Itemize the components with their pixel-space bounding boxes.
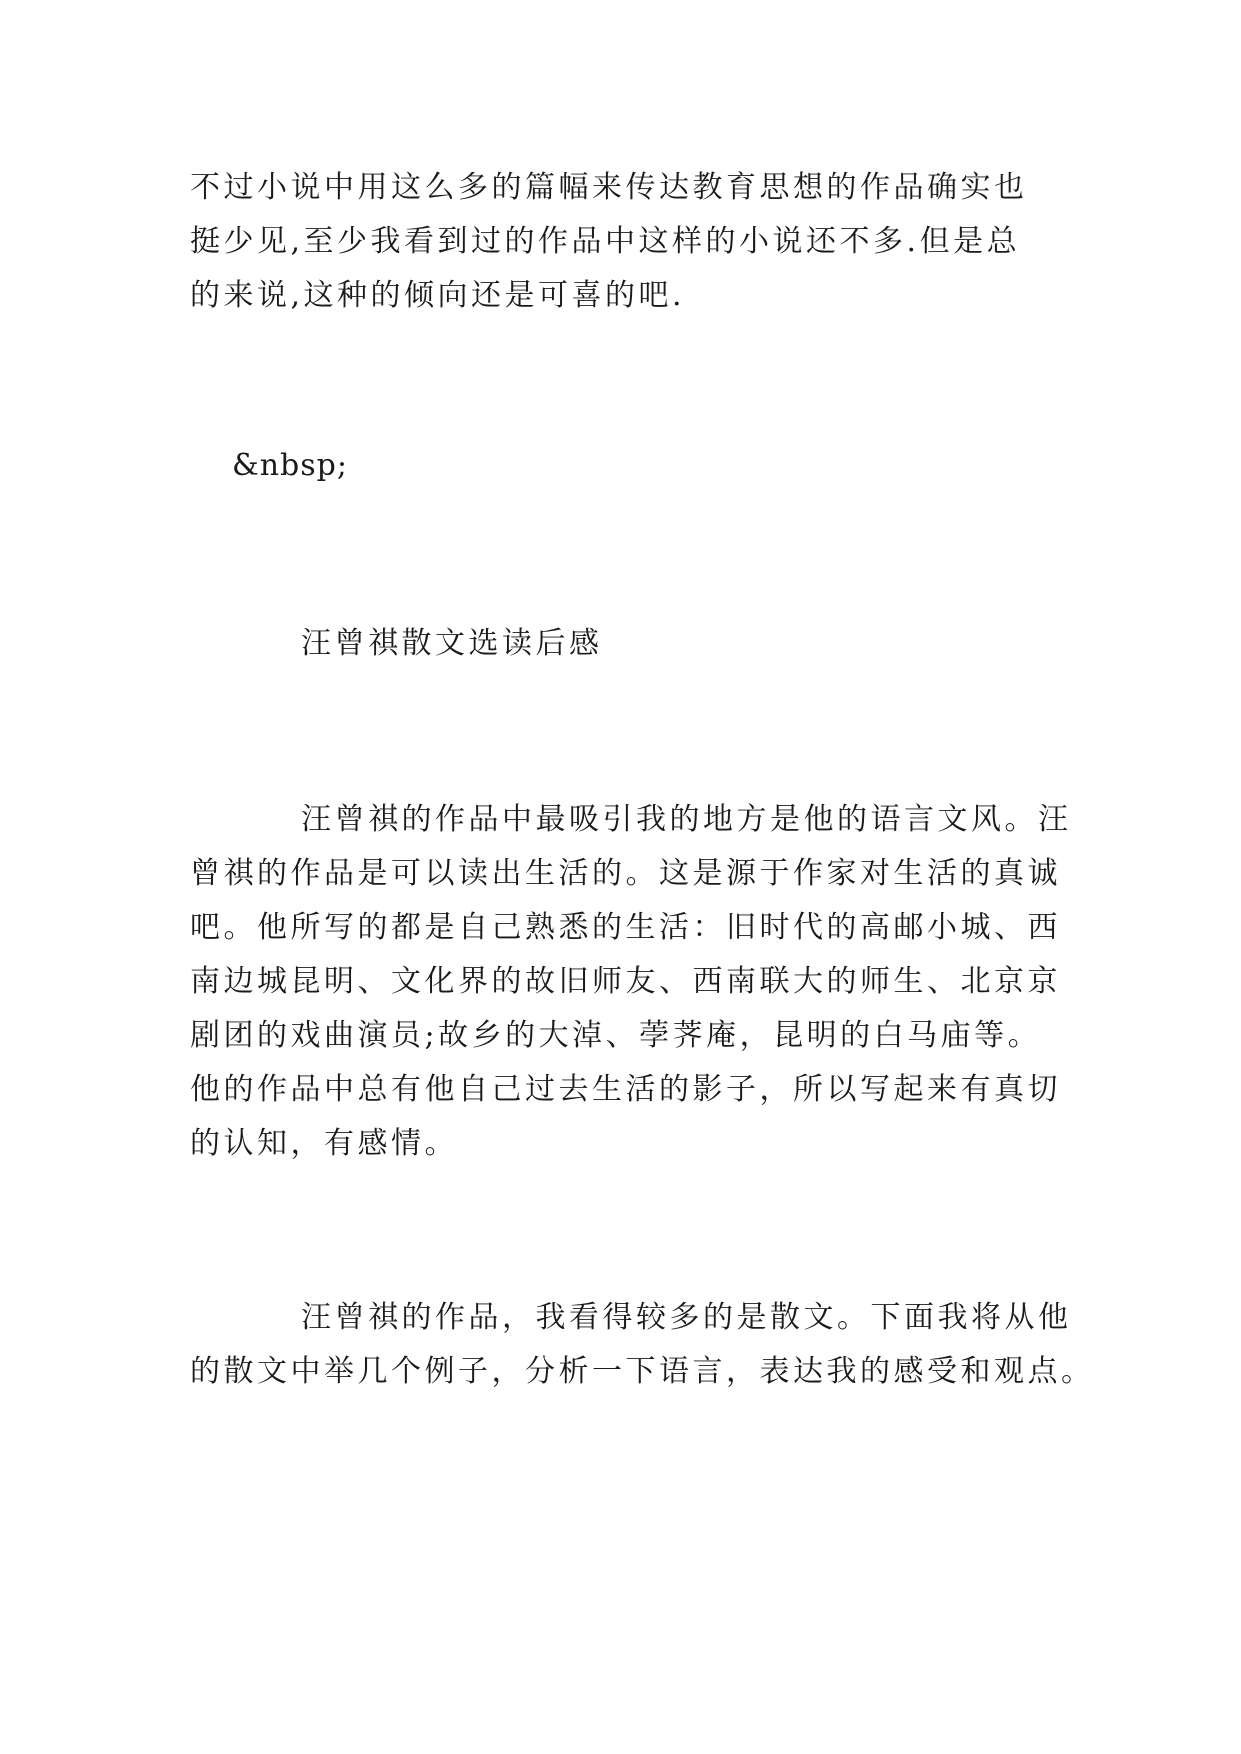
paragraph1-line-3: 吧。他所写的都是自己熟悉的生活：旧时代的高邮小城、西 xyxy=(190,910,1061,945)
paragraph1-line-2: 曾祺的作品是可以读出生活的。这是源于作家对生活的真诚 xyxy=(190,856,1061,891)
paragraph1-line-4: 南边城昆明、文化界的故旧师友、西南联大的师生、北京京 xyxy=(190,964,1061,999)
paragraph2-line-1: 汪曾祺的作品，我看得较多的是散文。下面我将从他 xyxy=(301,1300,1072,1335)
intro-line-3: 的来说,这种的倾向还是可喜的吧. xyxy=(190,278,686,313)
paragraph1-line-5: 剧团的戏曲演员;故乡的大淖、荸荠庵，昆明的白马庙等。 xyxy=(190,1018,1042,1053)
intro-line-1: 不过小说中用这么多的篇幅来传达教育思想的作品确实也 xyxy=(190,170,1028,205)
essay-title: 汪曾祺散文选读后感 xyxy=(301,626,603,661)
paragraph1-line-7: 的认知，有感情。 xyxy=(190,1126,458,1161)
paragraph1-line-1: 汪曾祺的作品中最吸引我的地方是他的语言文风。汪 xyxy=(301,802,1072,837)
paragraph1-line-6: 他的作品中总有他自己过去生活的影子，所以写起来有真切 xyxy=(190,1072,1061,1107)
paragraph2-line-2: 的散文中举几个例子，分析一下语言，表达我的感受和观点。 xyxy=(190,1354,1095,1389)
nbsp-placeholder-text: &nbsp; xyxy=(232,448,348,483)
intro-line-2: 挺少见,至少我看到过的作品中这样的小说还不多.但是总 xyxy=(190,224,1021,259)
